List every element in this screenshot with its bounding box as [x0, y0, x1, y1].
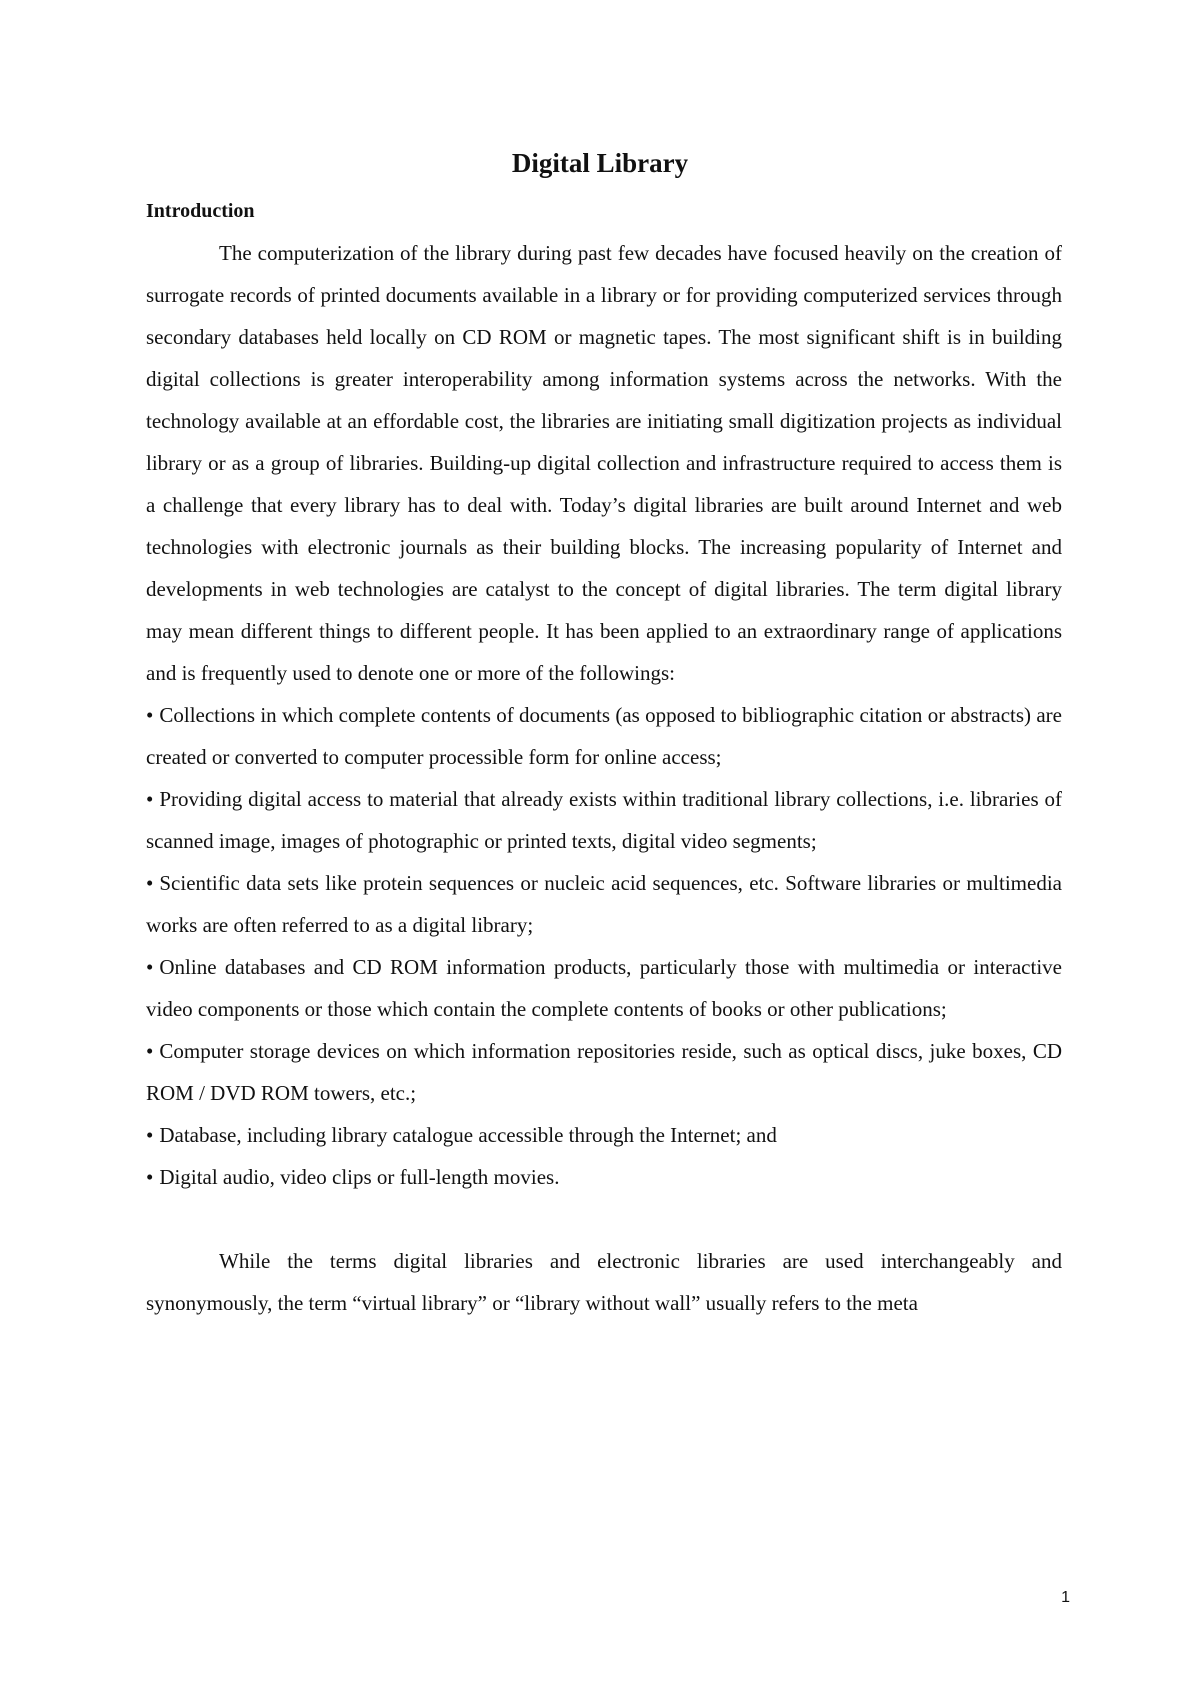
- list-item: [146, 1030, 1062, 1114]
- bullet-marker: •: [146, 703, 154, 727]
- bullet-marker: •: [146, 1039, 154, 1063]
- list-item: [146, 862, 1062, 946]
- list-item-text: Database, including library catalogue accessible through the Internet; and: [159, 1123, 777, 1147]
- bullet-marker: •: [146, 787, 154, 811]
- bullet-marker: •: [146, 1123, 154, 1147]
- list-item: [146, 778, 1062, 862]
- paragraph-spacer: [146, 1198, 1062, 1240]
- list-item: [146, 694, 1062, 778]
- list-item-text: Digital audio, video clips or full-length movies.: [159, 1165, 560, 1189]
- section-heading: Introduction: [146, 200, 255, 222]
- bullet-list: [146, 694, 1062, 1198]
- list-item: [146, 946, 1062, 1030]
- list-item-text: Collections in which complete contents of documents (as opposed to bibliographic citation or abstracts) are created or converted to computer processible form for online access;: [146, 703, 1062, 769]
- page-number: 1: [1061, 1589, 1070, 1606]
- bullet-marker: •: [146, 1165, 154, 1189]
- list-item-text: Online databases and CD ROM information products, particularly those with multimedia or interactive video components or those which contain the complete contents of books or other publications;: [146, 955, 1062, 1021]
- list-item: [146, 1156, 1062, 1198]
- list-item-text: Computer storage devices on which information repositories reside, such as optical discs, juke boxes, CD ROM / DVD ROM towers, etc.;: [146, 1039, 1062, 1105]
- list-item-text: Scientific data sets like protein sequences or nucleic acid sequences, etc. Software libraries or multimedia works are often referred to as a digital library;: [146, 871, 1062, 937]
- list-item: [146, 1114, 1062, 1156]
- continuation-paragraph: While the terms digital libraries and electronic libraries are used interchangeably and synonymously, the term “virtual library” or “library without wall” usually refers to the meta: [146, 1249, 1062, 1315]
- intro-paragraph: The computerization of the library during past few decades have focused heavily on the creation of surrogate records of printed documents available in a library or for providing computerized services through secondary databases held locally on CD ROM or magnetic tapes. The most significant shift is in building digital collections is greater interoperability among information systems across the networks. With the technology available at an effordable cost, the libraries are initiating small digitization projects as individual library or as a group of libraries. Building-up digital collection and infrastructure required to access them is a challenge that every library has to deal with. Today’s digital libraries are built around Internet and web technologies with electronic journals as their building blocks. The increasing popularity of Internet and developments in web technologies are catalyst to the concept of digital libraries. The term digital library may mean different things to different people. It has been applied to an extraordinary range of applications and is frequently used to denote one or more of the followings:: [146, 241, 1062, 685]
- bullet-marker: •: [146, 871, 154, 895]
- document-body: [146, 196, 1062, 1324]
- list-item-text: Providing digital access to material that already exists within traditional library collections, i.e. libraries of scanned image, images of photographic or printed texts, digital video segments;: [146, 787, 1062, 853]
- bullet-marker: •: [146, 955, 154, 979]
- page-title: Digital Library: [511, 148, 689, 178]
